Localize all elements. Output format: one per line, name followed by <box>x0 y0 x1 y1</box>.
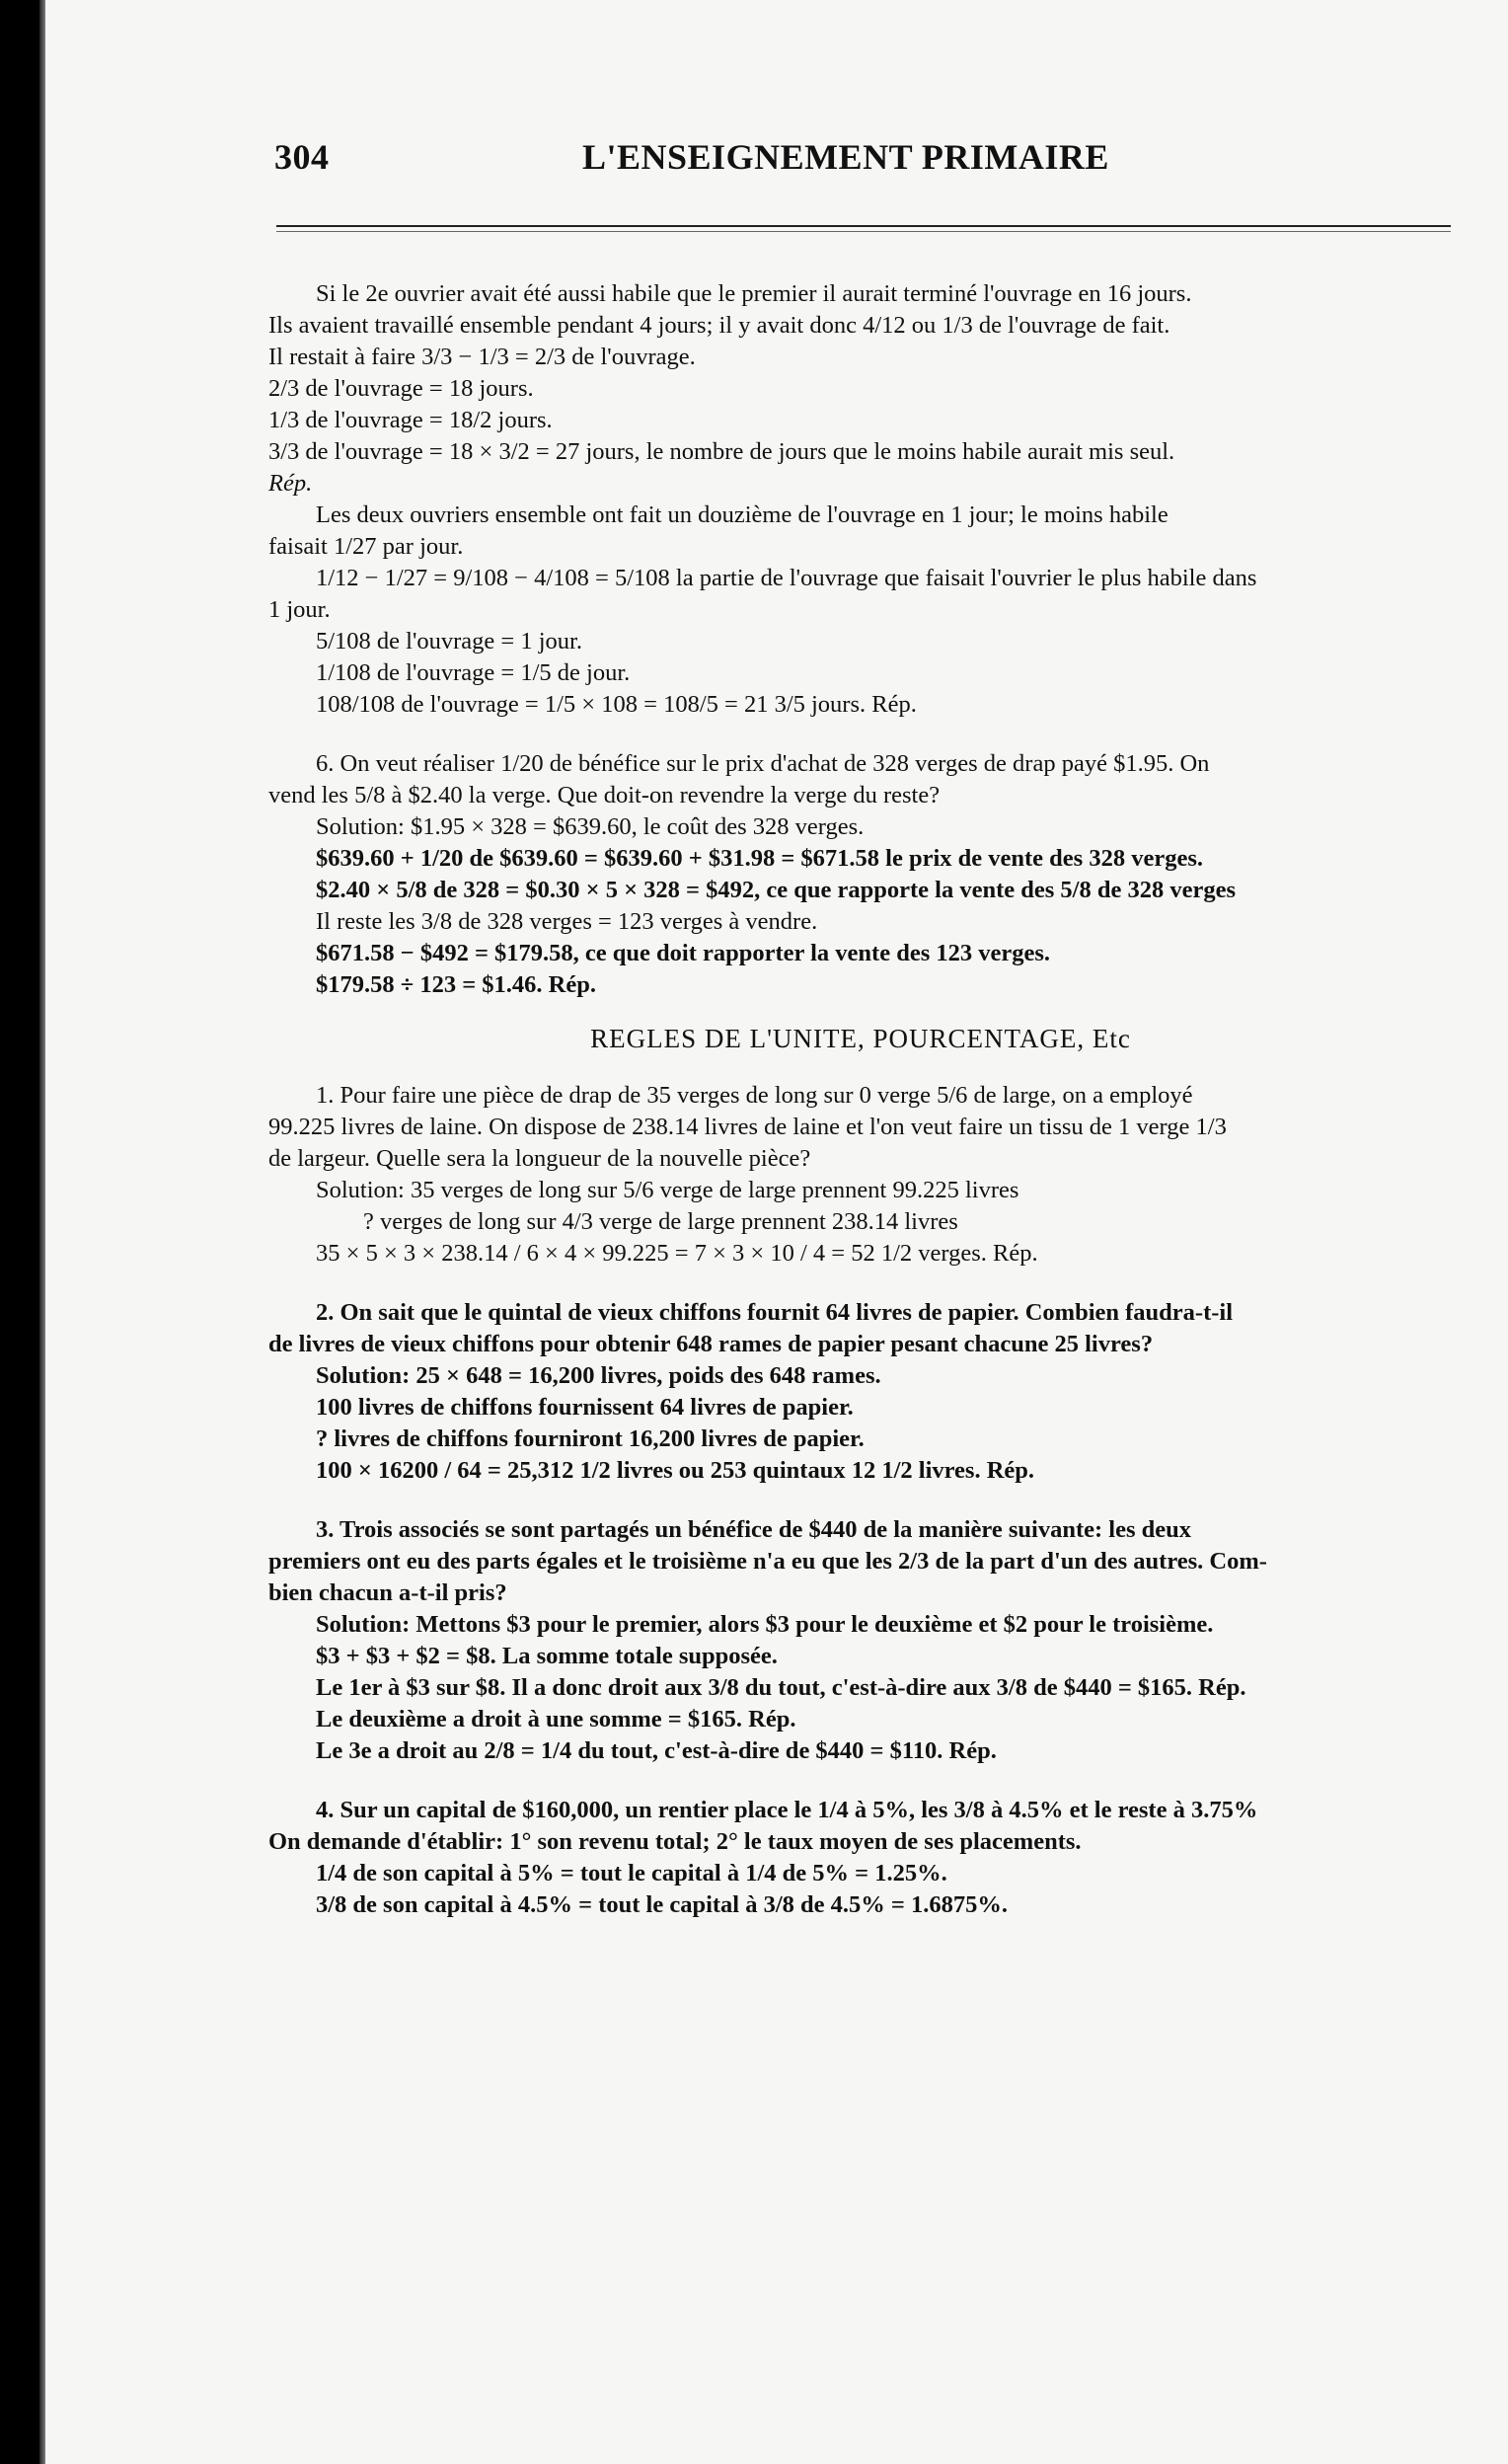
problem-statement: 6. On veut réaliser 1/20 de bénéfice sur le prix d'achat de 328 verges de drap payé $1.95. On <box>316 750 1210 777</box>
page-number: 304 <box>274 137 330 177</box>
text-line: ? verges de long sur 4/3 verge de large prennent 238.14 livres <box>363 1208 958 1235</box>
solution-line: Solution: 25 × 648 = 16,200 livres, poids des 648 rames. <box>316 1362 881 1389</box>
text-line: vend les 5/8 à $2.40 la verge. Que doit-on revendre la verge du reste? <box>268 782 941 808</box>
text-line: $639.60 + 1/20 de $639.60 = $639.60 + $31.98 = $671.58 le prix de vente des 328 verges. <box>316 845 1203 872</box>
text-line: Le 1er à $3 sur $8. Il a donc droit aux 3/8 du tout, c'est-à-dire aux 3/8 de $440 = $165. Rép. <box>316 1674 1246 1701</box>
text-line: $2.40 × 5/8 de 328 = $0.30 × 5 × 328 = $492, ce que rapporte la vente des 5/8 de 328 verges <box>316 877 1236 903</box>
text-line: 1/3 de l'ouvrage = 18/2 jours. <box>268 407 553 433</box>
text-line: 108/108 de l'ouvrage = 1/5 × 108 = 108/5 = 21 3/5 jours. Rép. <box>316 691 917 718</box>
problem-statement: 1. Pour faire une pièce de drap de 35 verges de long sur 0 verge 5/6 de large, on a employé <box>316 1082 1193 1109</box>
problem-statement: 2. On sait que le quintal de vieux chiffons fournit 64 livres de papier. Combien faudra-t-il <box>316 1299 1234 1326</box>
answer-mark: Rép. <box>268 470 313 497</box>
solution-line: Solution: $1.95 × 328 = $639.60, le coût des 328 verges. <box>316 813 865 840</box>
text-line: $671.58 − $492 = $179.58, ce que doit rapporter la vente des 123 verges. <box>316 940 1051 966</box>
text-line: 1/12 − 1/27 = 9/108 − 4/108 = 5/108 la partie de l'ouvrage que faisait l'ouvrier le plus habile dans <box>316 565 1257 591</box>
text-line: premiers ont eu des parts égales et le troisième n'a eu que les 2/3 de la part d'un des autres. Com- <box>268 1548 1267 1575</box>
solution-line: Solution: Mettons $3 pour le premier, alors $3 pour le deuxième et $2 pour le troisième. <box>316 1611 1214 1638</box>
text-line: de livres de vieux chiffons pour obtenir 648 rames de papier pesant chacune 25 livres? <box>268 1331 1154 1357</box>
text-line: bien chacun a-t-il pris? <box>268 1579 507 1606</box>
problem-statement: 4. Sur un capital de $160,000, un rentier place le 1/4 à 5%, les 3/8 à 4.5% et le reste à 3.75% <box>316 1797 1258 1823</box>
problem-statement: 3. Trois associés se sont partagés un bénéfice de $440 de la manière suivante: les deux <box>316 1516 1191 1543</box>
text-line: 2/3 de l'ouvrage = 18 jours. <box>268 375 534 402</box>
text-line: 100 × 16200 / 64 = 25,312 1/2 livres ou 253 quintaux 12 1/2 livres. Rép. <box>316 1457 1035 1484</box>
header-rule <box>276 225 1451 232</box>
text-line: 35 × 5 × 3 × 238.14 / 6 × 4 × 99.225 = 7 × 3 × 10 / 4 = 52 1/2 verges. Rép. <box>316 1240 1038 1267</box>
page-body <box>268 278 1453 1921</box>
text-line: 100 livres de chiffons fournissent 64 livres de papier. <box>316 1394 854 1421</box>
text-line: Le deuxième a droit à une somme = $165. Rép. <box>316 1706 796 1732</box>
text-line: 1/108 de l'ouvrage = 1/5 de jour. <box>316 659 631 686</box>
text-line: 5/108 de l'ouvrage = 1 jour. <box>316 628 582 654</box>
section-title: REGLES DE L'UNITE, POURCENTAGE, Etc <box>590 1024 1131 1053</box>
text-line: $3 + $3 + $2 = $8. La somme totale supposée. <box>316 1643 778 1669</box>
text-line: $179.58 ÷ 123 = $1.46. Rép. <box>316 971 596 998</box>
text-line: de largeur. Quelle sera la longueur de la nouvelle pièce? <box>268 1145 811 1172</box>
text-line: Il reste les 3/8 de 328 verges = 123 verges à vendre. <box>316 908 818 935</box>
running-title: L'ENSEIGNEMENT PRIMAIRE <box>582 137 1109 177</box>
text-line: Les deux ouvriers ensemble ont fait un douzième de l'ouvrage en 1 jour; le moins habile <box>316 501 1169 528</box>
text-line: 3/8 de son capital à 4.5% = tout le capital à 3/8 de 4.5% = 1.6875%. <box>316 1891 1008 1918</box>
text-line: 3/3 de l'ouvrage = 18 × 3/2 = 27 jours, le nombre de jours que le moins habile aurait mis seul. <box>268 438 1175 465</box>
text-line: 99.225 livres de laine. On dispose de 238.14 livres de laine et l'on veut faire un tissu de 1 verge 1/3 <box>268 1114 1227 1140</box>
solution-line: Solution: 35 verges de long sur 5/6 verge de large prennent 99.225 livres <box>316 1177 1019 1203</box>
text-line: faisait 1/27 par jour. <box>268 533 464 560</box>
text-line: Si le 2e ouvrier avait été aussi habile que le premier il aurait terminé l'ouvrage en 16 jours. <box>316 280 1192 307</box>
text-line: 1/4 de son capital à 5% = tout le capital à 1/4 de 5% = 1.25%. <box>316 1860 947 1886</box>
text-line: Il restait à faire 3/3 − 1/3 = 2/3 de l'ouvrage. <box>268 344 696 370</box>
text-line: ? livres de chiffons fourniront 16,200 livres de papier. <box>316 1425 865 1452</box>
text-line: 1 jour. <box>268 596 331 623</box>
text-line: Le 3e a droit au 2/8 = 1/4 du tout, c'est-à-dire de $440 = $110. Rép. <box>316 1737 997 1764</box>
running-header <box>227 136 1155 186</box>
text-line: Ils avaient travaillé ensemble pendant 4 jours; il y avait donc 4/12 ou 1/3 de l'ouvrage de fait. <box>268 312 1170 339</box>
text-line: On demande d'établir: 1° son revenu total; 2° le taux moyen de ses placements. <box>268 1828 1082 1855</box>
